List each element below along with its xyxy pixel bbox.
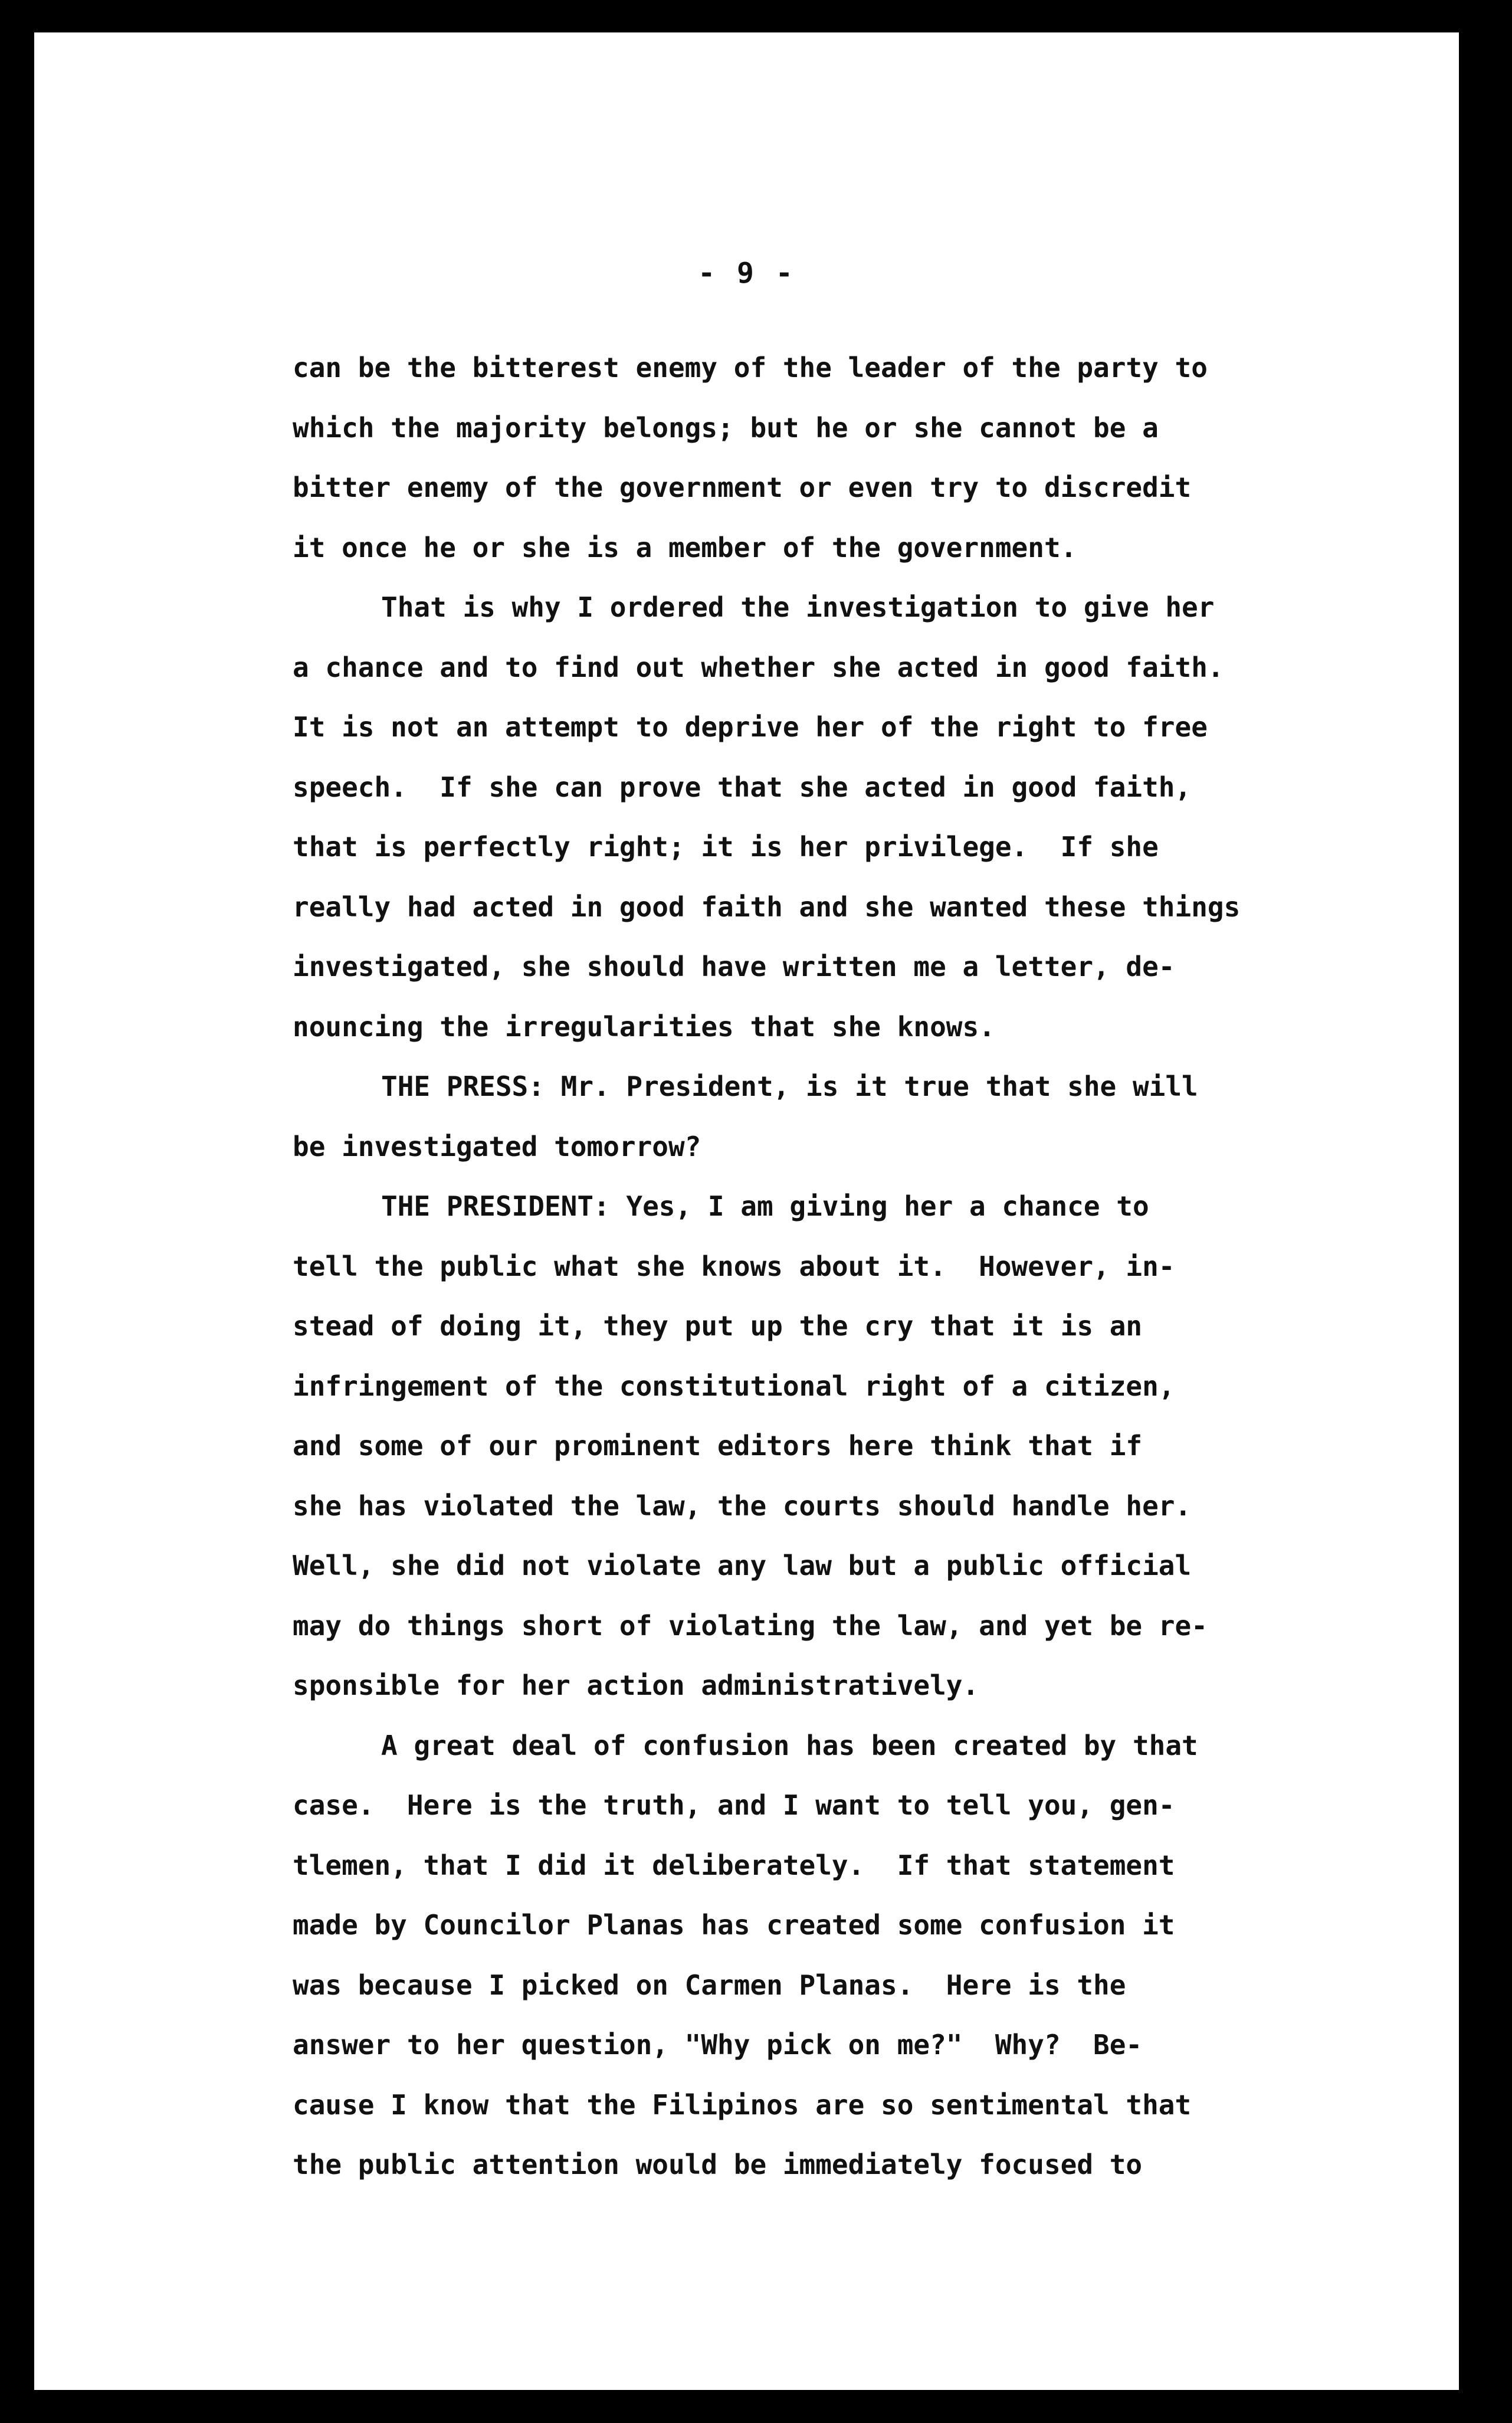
text-line: was because I picked on Carmen Planas. Here is the <box>293 1969 1126 2001</box>
text-line: made by Councilor Planas has created some confusion it <box>293 1909 1175 1941</box>
text-line: That is why I ordered the investigation to give her <box>381 591 1215 623</box>
text-line: answer to her question, "Why pick on me?" Why? Be- <box>293 2029 1143 2061</box>
text-line: Well, she did not violate any law but a public official <box>293 1550 1192 1582</box>
text-line: can be the bitterest enemy of the leader of the party to <box>293 352 1208 384</box>
text-line: THE PRESS: Mr. President, is it true that she will <box>381 1070 1198 1102</box>
page-number: - 9 - <box>698 257 795 290</box>
text-line: investigated, she should have written me a letter, de- <box>293 951 1175 983</box>
text-line: stead of doing it, they put up the cry that it is an <box>293 1310 1143 1342</box>
text-line: It is not an attempt to deprive her of the right to free <box>293 711 1208 743</box>
text-line: it once he or she is a member of the government. <box>293 531 1077 564</box>
text-line: may do things short of violating the law, and yet be re- <box>293 1609 1208 1642</box>
text-line: bitter enemy of the government or even try to discredit <box>293 471 1192 503</box>
text-line: nouncing the irregularities that she knows. <box>293 1010 995 1043</box>
text-line: A great deal of confusion has been created by that <box>381 1729 1198 1761</box>
text-line: sponsible for her action administratively. <box>293 1669 979 1701</box>
transcript-body <box>293 338 1413 2195</box>
text-line: really had acted in good faith and she wanted these things <box>293 890 1241 923</box>
text-line: infringement of the constitutional right of a citizen, <box>293 1370 1175 1402</box>
text-line: a chance and to find out whether she acted in good faith. <box>293 651 1224 683</box>
text-line: case. Here is the truth, and I want to tell you, gen- <box>293 1789 1175 1821</box>
text-line: she has violated the law, the courts should handle her. <box>293 1489 1192 1522</box>
text-line: that is perfectly right; it is her privilege. If she <box>293 831 1159 863</box>
text-line: be investigated tomorrow? <box>293 1130 701 1163</box>
text-line: speech. If she can prove that she acted in good faith, <box>293 771 1192 803</box>
text-line: THE PRESIDENT: Yes, I am giving her a chance to <box>381 1190 1149 1222</box>
text-line: tlemen, that I did it deliberately. If that statement <box>293 1849 1175 1881</box>
text-line: the public attention would be immediately focused to <box>293 2149 1143 2180</box>
text-line: tell the public what she knows about it. However, in- <box>293 1250 1175 1282</box>
document-page <box>34 32 1459 2390</box>
text-line: cause I know that the Filipinos are so sentimental that <box>293 2088 1192 2121</box>
text-line: which the majority belongs; but he or she cannot be a <box>293 411 1159 444</box>
text-line: and some of our prominent editors here think that if <box>293 1430 1143 1462</box>
